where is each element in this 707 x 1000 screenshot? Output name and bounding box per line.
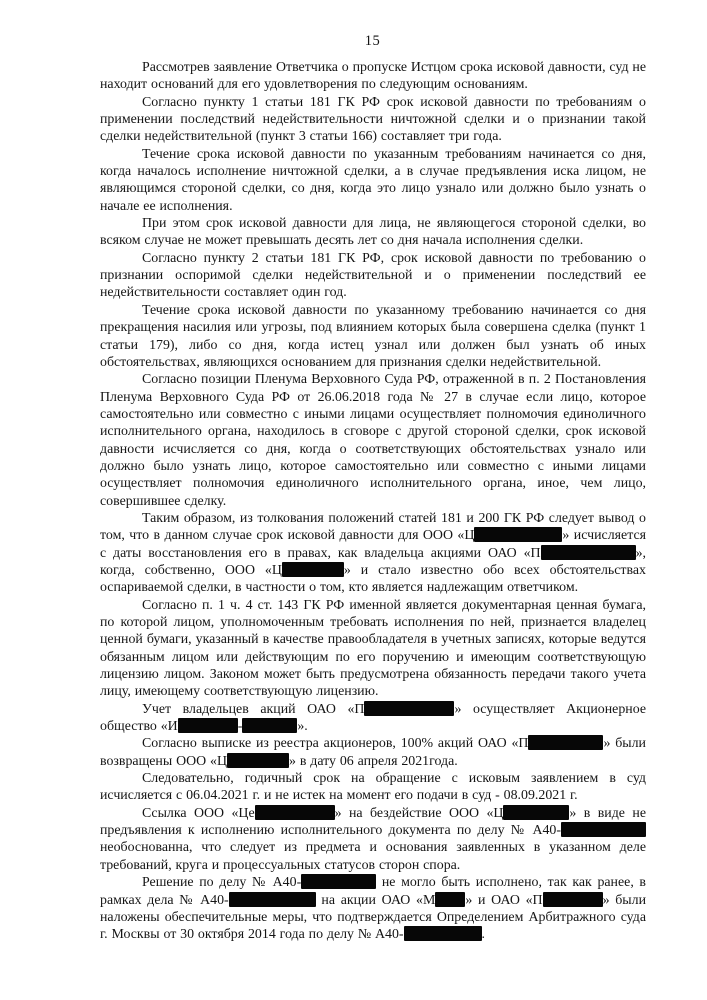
paragraph: Согласно выписке из реестра акционеров, 100% акций ОАО «П » были возвращены ООО «Ц » в дату 06 апреля 2021года. (100, 736, 646, 769)
redaction-box (255, 805, 335, 820)
page-number: 15 (364, 33, 381, 49)
redaction-box (178, 718, 238, 733)
paragraph: Следовательно, годичный срок на обращение с исковым заявлением в суд исчисляется с 06.04.2021 г. и не истек на момент его подачи в суд - 08.09.2021 г. (100, 771, 646, 804)
paragraph: Течение срока исковой давности по указанным требованиям начинается со дня, когда началось исполнение ничтожной сделки, а в случае предъявления иска лицом, не являющимся стороной сделки, со дня, когда это лицо узнало или должно было узнать о начале ее исполнения. (100, 146, 646, 214)
paragraph: При этом срок исковой давности для лица, не являющегося стороной сделки, во всяком случае не может превышать десять лет со дня начала исполнения сделки. (100, 216, 646, 249)
redaction-box (282, 562, 344, 577)
paragraph: Согласно п. 1 ч. 4 ст. 143 ГК РФ именной является документарная ценная бумага, по которой лицом, уполномоченным требовать исполнения по ней, признается владелец ценной бумаги, указанный в качестве правообладателя в учетных записях, которые ведутся обязанным лицом или действующим по его поручению и имеющим соответствующую лицензию лицом. Законом может быть предусмотрена обязанность передачи такого учета лицу, имеющему соответствующую лицензию. (100, 597, 646, 700)
paragraph: Ссылка ООО «Це » на бездействие ООО «Ц » в виде не предъявления к исполнению исполнительного документа по делу № А40- необоснованна, что следует из предмета и основания заявленных в указанном деле требований, круга и процессуальных статусов сторон спора. (100, 805, 646, 873)
redaction-box (301, 874, 376, 889)
redaction-box (364, 701, 454, 716)
paragraph: Согласно пункту 2 статьи 181 ГК РФ, срок исковой давности по требованию о признании оспоримой сделки недействительной и о применении последствий ее недействительности составляет один год. (100, 250, 646, 301)
redaction-box (541, 545, 636, 560)
paragraph: Решение по делу № А40- не могло быть исполнено, так как ранее, в рамках дела № А40- на акции ОАО «М » и ОАО «П » были наложены обеспечительные меры, что подтверждается Определением Арбитражного суда г. Москвы от 30 октября 2014 года по делу № А40- . (100, 875, 647, 943)
paragraph: Рассмотрев заявление Ответчика о пропуске Истцом срока исковой давности, суд не находит оснований для его удовлетворения по следующим основаниям. (100, 60, 647, 93)
redaction-box (503, 805, 569, 820)
redaction-box (543, 892, 603, 907)
redaction-box (404, 926, 482, 941)
redaction-box (474, 527, 562, 542)
redaction-box (227, 753, 289, 768)
paragraph: Учет владельцев акций ОАО «П » осуществляет Акционерное общество «И - ». (100, 701, 647, 735)
redaction-box (242, 718, 297, 733)
redaction-box (561, 822, 646, 837)
paragraph: Согласно позиции Пленума Верховного Суда РФ, отраженной в п. 2 Постановления Пленума Верховного Суда РФ от 26.06.2018 года № 27 в случае если лицо, которое самостоятельно или совместно с иными лицами осуществляет полномочия единоличного исполнительного органа, находилось в сговоре с другой стороной сделки, срок исковой давности исчисляется со дня, когда о соответствующих обстоятельствах узнало или должно было узнать лицо, которое самостоятельно или совместно с иными лицами осуществляет полномочия единоличного исполнительного органа, иное, чем лицо, совершившее сделку. (100, 372, 646, 509)
paragraph: Течение срока исковой давности по указанному требованию начинается со дня прекращения насилия или угрозы, под влиянием которых была совершена сделка (пункт 1 статьи 179), либо со дня, когда истец узнал или должен был узнать об иных обстоятельствах, являющихся основанием для признания сделки недействительной. (100, 302, 646, 370)
redaction-box (435, 892, 465, 907)
document-body (100, 59, 646, 944)
redaction-box (528, 735, 603, 750)
paragraph: Согласно пункту 1 статьи 181 ГК РФ срок исковой давности по требованиям о применении последствий недействительности ничтожной сделки и о признании такой сделки недействительной (пункт 3 статьи 166) составляет три года. (100, 94, 646, 145)
paragraph: Таким образом, из толкования положений статей 181 и 200 ГК РФ следует вывод о том, что в данном случае срок исковой давности для ООО «Ц » исчисляется с даты восстановления его в правах, как владельца акциями ОАО «П », когда, собственно, ООО «Ц » и стало известно обо всех обстоятельствах оспариваемой сделки, в частности о том, кто является надлежащим ответчиком. (100, 510, 646, 596)
redaction-box (229, 892, 316, 907)
